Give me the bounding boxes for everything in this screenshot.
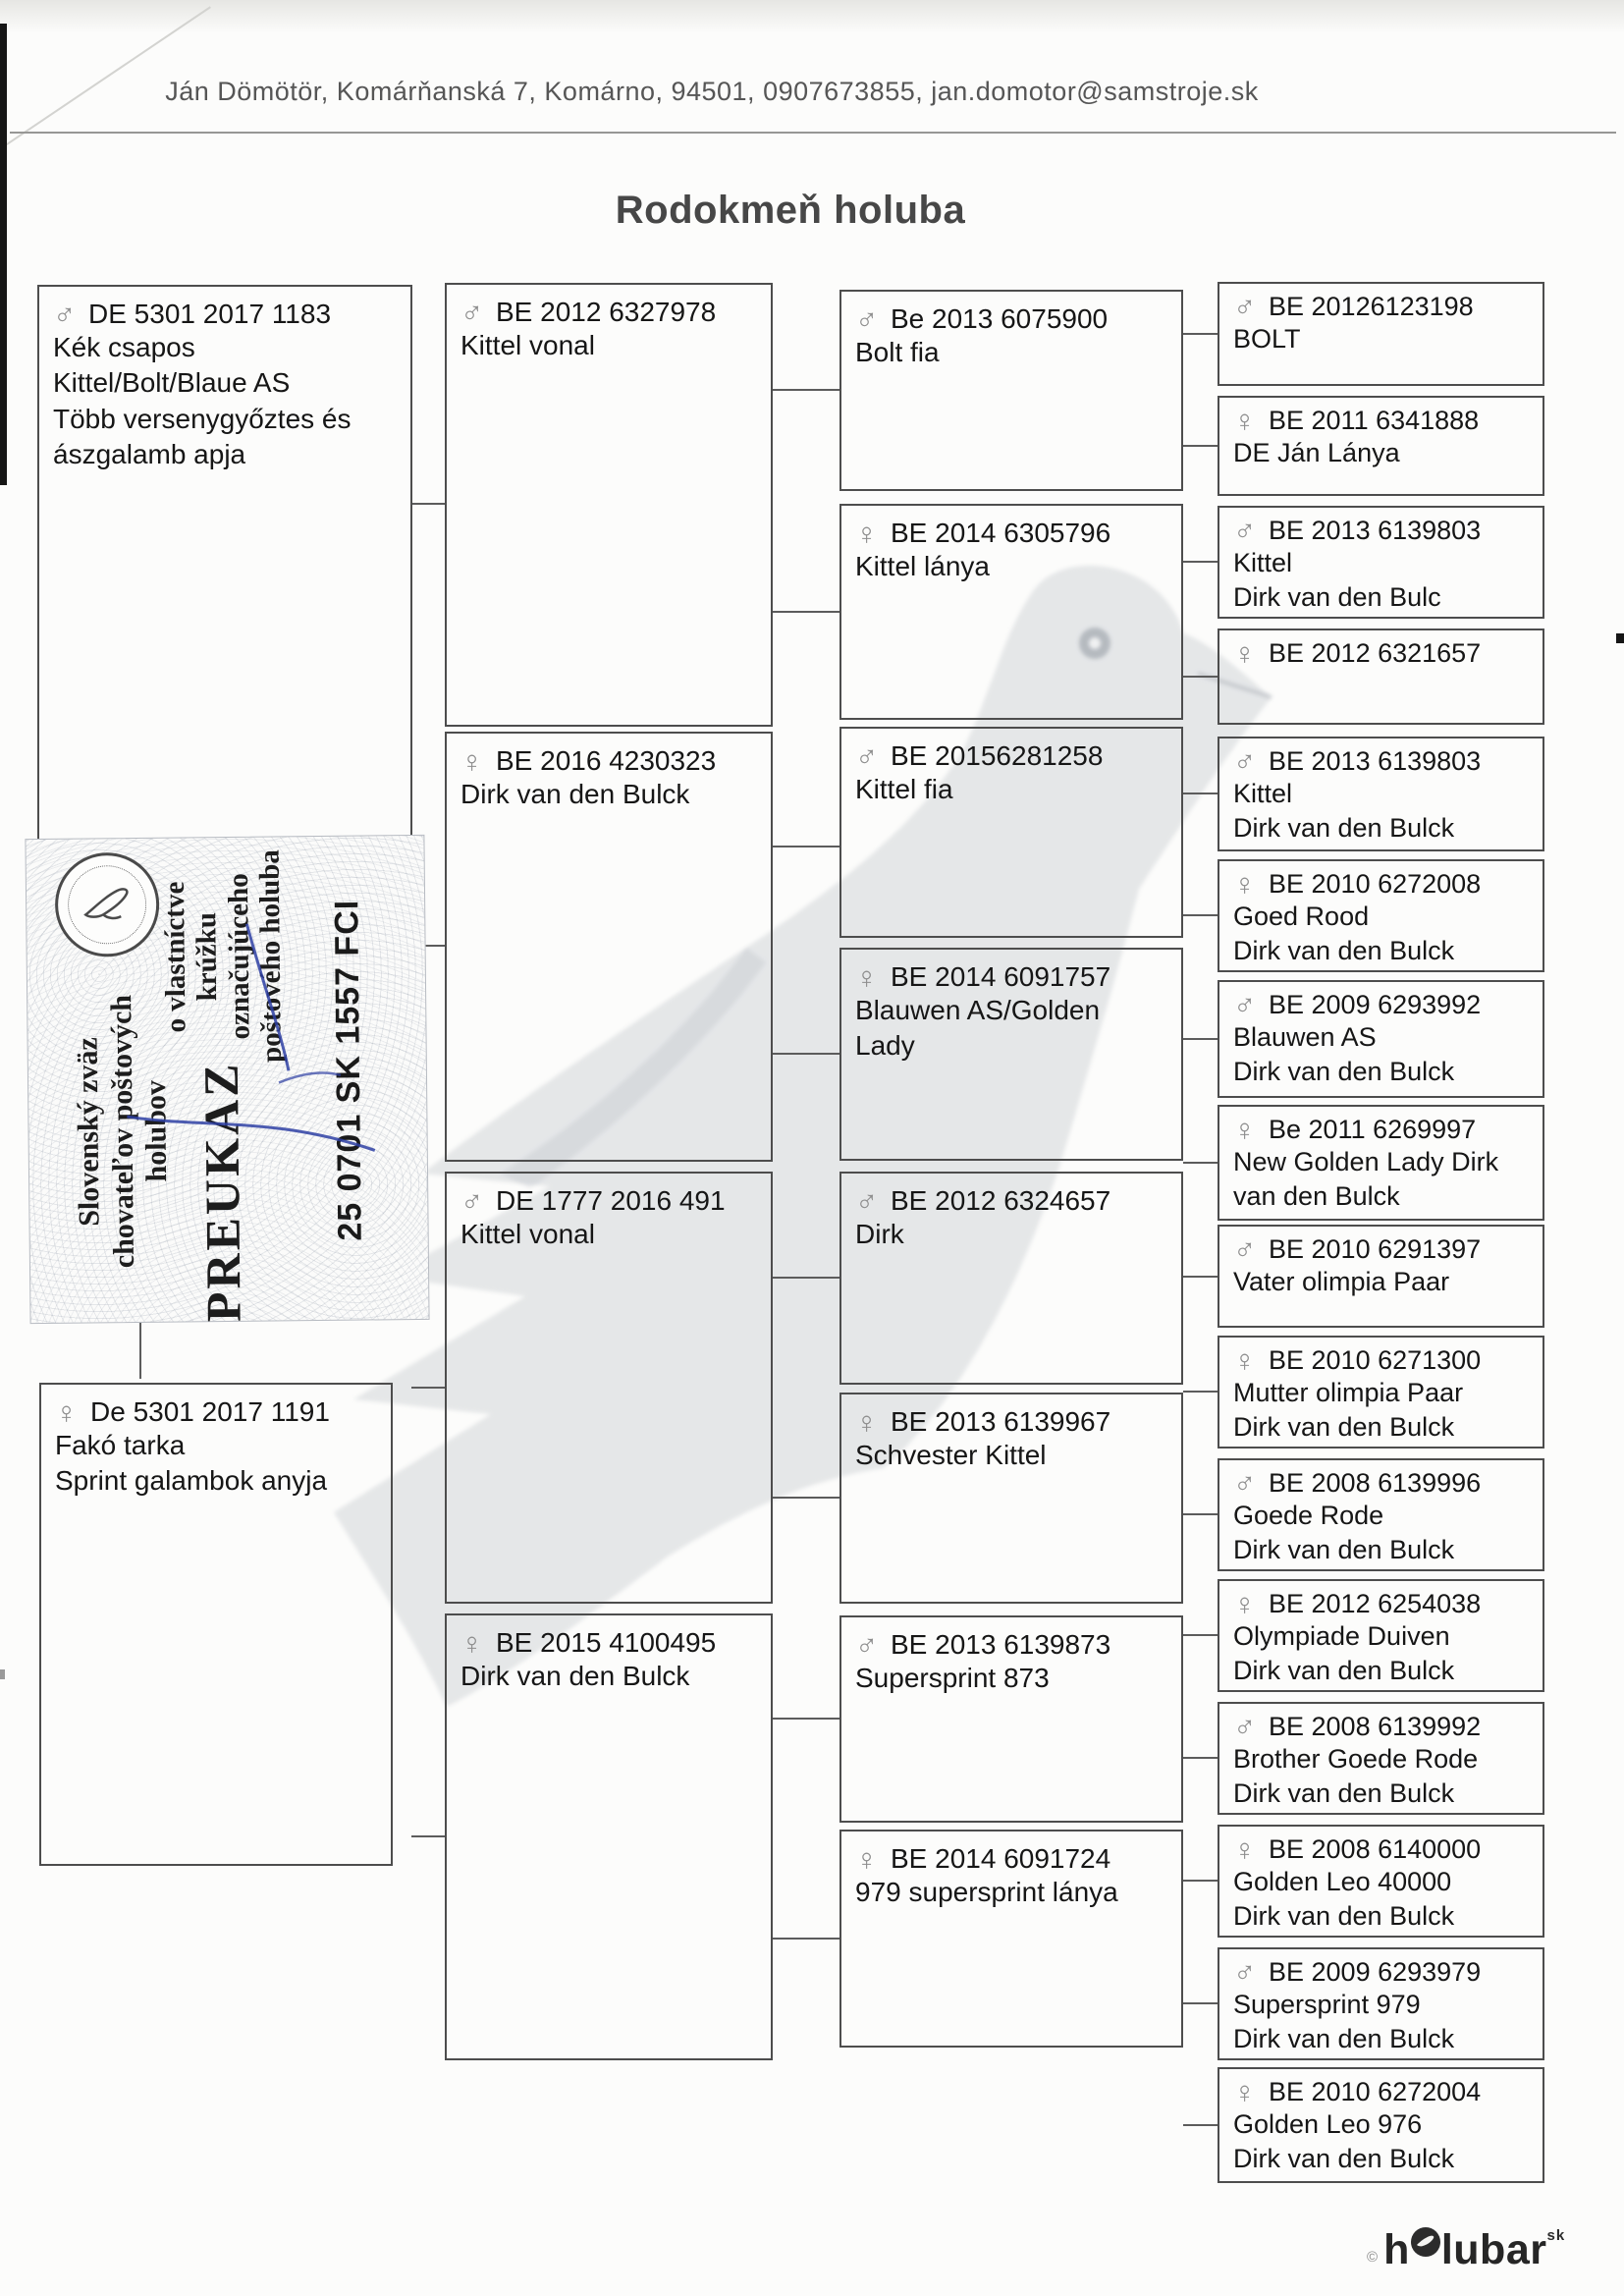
connector-line: [773, 611, 839, 613]
ring-number: De 5301 2017 1191: [90, 1396, 330, 1427]
scan-edge-artifact: [1616, 633, 1624, 643]
pigeon-description: Dirk: [855, 1219, 904, 1249]
pedigree-box-g3-3: [839, 948, 1183, 1161]
association-name-line2: chovateľov poštových holubov: [104, 994, 174, 1269]
header-divider: [10, 132, 1616, 134]
male-icon: ♂: [855, 1183, 879, 1219]
pigeon-description: Lady: [855, 1030, 915, 1062]
pedigree-box-g4-7: [1218, 1105, 1544, 1221]
connector-line: [411, 1387, 446, 1389]
female-icon: ♀: [1233, 1343, 1257, 1378]
connector-line: [1183, 2002, 1218, 2004]
ring-number: BE 2010 6271300: [1269, 1345, 1482, 1375]
pen-marks: [26, 836, 430, 1325]
card-ring-number: 25 0701 SK 1557 FCI: [328, 899, 369, 1241]
pigeon-description: Supersprint 873: [855, 1663, 1050, 1693]
pedigree-box-g4-0: [1218, 282, 1544, 386]
ring-number: BE 2011 6341888: [1269, 406, 1480, 435]
pigeon-description: Golden Leo 40000: [1233, 1867, 1452, 1896]
ring-number: DE 5301 2017 1183: [88, 299, 332, 329]
connector-line: [1183, 676, 1218, 678]
connector-line: [773, 1277, 839, 1279]
pigeon-description: Dirk van den Bulck: [1233, 1778, 1455, 1809]
pigeon-description: Sprint galambok anyja: [55, 1465, 328, 1497]
ring-number: BE 2009 6293979: [1269, 1957, 1482, 1987]
pigeon-description: Dirk van den Bulck: [1233, 1656, 1455, 1686]
pedigree-box-g4-5: [1218, 859, 1544, 972]
pigeon-description: Supersprint 979: [1233, 1990, 1421, 2019]
ring-number: BE 2014 6305796: [891, 518, 1111, 548]
connector-line: [1183, 1276, 1218, 1278]
pigeon-description: Dirk van den Bulck: [1233, 1412, 1455, 1443]
pigeon-description: ászgalamb apja: [53, 439, 246, 470]
pedigree-box-g3-2: [839, 727, 1183, 938]
logo-text-lubar: lubar: [1440, 2226, 1547, 2273]
pigeon-description: Kittel fia: [855, 774, 953, 804]
female-icon: ♀: [855, 959, 879, 995]
pedigree-box-g4-13: [1218, 1825, 1544, 1938]
pigeon-description: van den Bulck: [1233, 1181, 1400, 1212]
male-icon: ♂: [1233, 1232, 1257, 1267]
ring-number: BE 2013 6139803: [1269, 516, 1482, 545]
pigeon-description: Dirk van den Bulck: [1233, 813, 1455, 844]
scan-edge-artifact: [0, 24, 7, 485]
ring-number: BE 2012 6324657: [891, 1185, 1111, 1216]
male-icon: ♂: [855, 738, 879, 774]
pigeon-description: Kék csapos: [53, 332, 195, 362]
ring-ownership-card: [25, 835, 429, 1324]
connector-line: [1183, 2124, 1218, 2126]
female-icon: ♀: [1233, 2075, 1257, 2109]
ring-number: BE 20126123198: [1269, 292, 1474, 321]
breeder-contact-line: Ján Dömötör, Komárňanská 7, Komárno, 94501, 0907673855, jan.domotor@samstroje.sk: [165, 77, 1259, 106]
pigeon-description: 979 supersprint lánya: [855, 1877, 1118, 1907]
pedigree-box-g2-1: [445, 732, 773, 1162]
connector-line: [1183, 445, 1218, 447]
ring-number: BE 2009 6293992: [1269, 990, 1482, 1019]
female-icon: ♀: [1233, 404, 1257, 438]
ring-number: BE 2008 6140000: [1269, 1834, 1482, 1864]
pedigree-box-g4-4: [1218, 737, 1544, 851]
pedigree-box-g2-2: [445, 1172, 773, 1604]
pigeon-description: Kittel lánya: [855, 551, 990, 581]
female-icon: ♀: [855, 516, 879, 551]
pedigree-box-g3-7: [839, 1830, 1183, 2048]
pedigree-box-g3-0: [839, 290, 1183, 491]
ring-number: BE 2012 6327978: [496, 297, 717, 327]
connector-line: [1183, 1162, 1218, 1164]
pigeon-description: Dirk van den Bulck: [1233, 936, 1455, 966]
connector-line: [773, 1053, 839, 1055]
male-icon: ♂: [460, 1183, 484, 1219]
pedigree-box-g4-6: [1218, 980, 1544, 1098]
pigeon-description: Dirk van den Bulck: [1233, 1057, 1455, 1087]
ring-number: BE 2010 6272004: [1269, 2077, 1482, 2106]
holubar-logo: [1367, 2227, 1565, 2271]
connector-line: [1183, 1757, 1218, 1759]
pigeon-description: Goede Rode: [1233, 1501, 1384, 1530]
pedigree-box-g4-14: [1218, 1947, 1544, 2060]
pigeon-description: Schvester Kittel: [855, 1440, 1047, 1470]
ring-number: BE 2013 6139803: [1269, 746, 1482, 776]
logo-tld: sk: [1546, 2227, 1566, 2244]
female-icon: ♀: [1233, 636, 1257, 671]
pigeon-description: Kittel: [1233, 548, 1293, 577]
pigeon-description: Dirk van den Bulck: [1233, 1535, 1455, 1565]
pigeon-description: DE Ján Lánya: [1233, 438, 1400, 467]
pigeon-description: Bolt fia: [855, 337, 940, 367]
connector-line: [1183, 1513, 1218, 1515]
pedigree-box-g4-9: [1218, 1336, 1544, 1449]
pigeon-description: Vater olimpia Paar: [1233, 1267, 1450, 1296]
ring-number: BE 2014 6091724: [891, 1843, 1111, 1874]
page-title: Rodokmeň holuba: [615, 189, 966, 232]
pigeon-description: Kittel vonal: [460, 330, 595, 360]
scan-edge-artifact: [0, 1669, 5, 1679]
ring-number: BE 2010 6272008: [1269, 869, 1482, 899]
pigeon-description: New Golden Lady Dirk: [1233, 1147, 1499, 1176]
male-icon: ♂: [1233, 744, 1257, 779]
pigeon-description: Goed Rood: [1233, 902, 1370, 931]
connector-line: [1183, 333, 1218, 335]
connector-line: [411, 503, 446, 505]
male-icon: ♂: [1233, 988, 1257, 1022]
pigeon-description: Dirk van den Bulck: [1233, 2024, 1455, 2054]
connector-line: [1183, 1880, 1218, 1882]
male-icon: ♂: [460, 295, 484, 330]
pigeon-description: Dirk van den Bulc: [1233, 582, 1441, 613]
pedigree-box-g4-15: [1218, 2067, 1544, 2183]
pedigree-box-g1-dam: [39, 1383, 393, 1866]
card-subject-line1: o vlastníctve krúžku: [158, 881, 224, 1033]
pedigree-box-g4-10: [1218, 1458, 1544, 1571]
ring-number: BE 2014 6091757: [891, 961, 1111, 992]
ring-number: BE 2008 6139996: [1269, 1468, 1482, 1498]
pedigree-box-g3-1: [839, 504, 1183, 720]
copyright-mark: ©: [1367, 2249, 1379, 2266]
ring-number: DE 1777 2016 491: [496, 1185, 726, 1216]
ring-number: Be 2013 6075900: [891, 303, 1109, 334]
pigeon-description: Kittel: [1233, 779, 1293, 808]
pedigree-box-g2-3: [445, 1613, 773, 2060]
ring-number: BE 2008 6139992: [1269, 1712, 1482, 1741]
connector-line: [773, 1938, 839, 1940]
female-icon: ♀: [1233, 1113, 1257, 1147]
scan-shading: [0, 0, 1624, 33]
female-icon: ♀: [55, 1394, 79, 1430]
female-icon: ♀: [1233, 1587, 1257, 1621]
pedigree-box-g3-5: [839, 1393, 1183, 1604]
ring-number: BE 2012 6254038: [1269, 1589, 1482, 1618]
pedigree-box-g2-0: [445, 283, 773, 727]
connector-line: [1183, 1038, 1218, 1040]
male-icon: ♂: [1233, 1955, 1257, 1990]
female-icon: ♀: [855, 1841, 879, 1877]
pigeon-description: Blauwen AS/Golden: [855, 995, 1101, 1025]
ring-number: BE 2015 4100495: [496, 1627, 717, 1658]
ring-number: BE 2016 4230323: [496, 745, 717, 776]
connector-line: [139, 1322, 141, 1379]
pedigree-box-g4-3: [1218, 629, 1544, 725]
pigeon-description: Dirk van den Bulck: [460, 1661, 690, 1691]
card-subject-line2: označujúceho: [222, 873, 256, 1040]
connector-line: [773, 846, 839, 847]
male-icon: ♂: [53, 297, 77, 332]
pigeon-description: Dirk van den Bulck: [460, 779, 690, 809]
connector-line: [773, 1497, 839, 1499]
pedigree-box-g4-8: [1218, 1225, 1544, 1328]
pigeon-description: Blauwen AS: [1233, 1022, 1377, 1052]
logo-text-h: h: [1383, 2226, 1410, 2273]
pigeon-description: Brother Goede Rode: [1233, 1744, 1479, 1774]
pedigree-box-g4-1: [1218, 396, 1544, 496]
female-icon: ♀: [855, 1404, 879, 1440]
pigeon-description: BOLT: [1233, 324, 1301, 354]
male-icon: ♂: [855, 1627, 879, 1663]
female-icon: ♀: [1233, 1832, 1257, 1867]
connector-line: [411, 1835, 446, 1837]
male-icon: ♂: [1233, 1710, 1257, 1744]
association-name-line1: Slovenský zväz: [71, 1037, 106, 1227]
pedigree-box-g4-11: [1218, 1579, 1544, 1692]
female-icon: ♀: [1233, 867, 1257, 902]
pigeon-description: Mutter olimpia Paar: [1233, 1378, 1464, 1407]
pigeon-description: Fakó tarka: [55, 1430, 186, 1460]
pedigree-box-g3-4: [839, 1172, 1183, 1385]
connector-line: [1183, 914, 1218, 916]
pedigree-box-g4-12: [1218, 1702, 1544, 1815]
ring-number: BE 2013 6139873: [891, 1629, 1111, 1660]
card-subject-line3: poštového holuba: [253, 848, 289, 1064]
pigeon-description: Kittel/Bolt/Blaue AS: [53, 367, 291, 399]
pedigree-box-g4-2: [1218, 506, 1544, 619]
pedigree-box-g3-6: [839, 1615, 1183, 1823]
ring-number: BE 2013 6139967: [891, 1406, 1111, 1437]
pigeon-description: Olympiade Duiven: [1233, 1621, 1450, 1651]
male-icon: ♂: [1233, 290, 1257, 324]
connector-line: [1183, 561, 1218, 563]
connector-line: [773, 1718, 839, 1720]
connector-line: [1183, 1391, 1218, 1393]
pigeon-description: Golden Leo 976: [1233, 2109, 1423, 2139]
ring-number: BE 2010 6291397: [1269, 1234, 1482, 1264]
connector-line: [1183, 1634, 1218, 1636]
ring-number: Be 2011 6269997: [1269, 1115, 1477, 1144]
card-title: PREUKAZ: [192, 1061, 251, 1323]
ring-number: BE 20156281258: [891, 740, 1104, 771]
pigeon-dot-icon: [1411, 2227, 1440, 2257]
pigeon-description: Dirk van den Bulck: [1233, 2144, 1455, 2174]
female-icon: ♀: [460, 743, 484, 779]
male-icon: ♂: [855, 301, 879, 337]
connector-line: [1183, 793, 1218, 794]
connector-line: [773, 389, 839, 391]
pigeon-description: Dirk van den Bulck: [1233, 1901, 1455, 1932]
pigeon-description: Több versenygyőztes és: [53, 403, 352, 434]
pigeon-description: Kittel vonal: [460, 1219, 595, 1249]
male-icon: ♂: [1233, 1466, 1257, 1501]
ring-number: BE 2012 6321657: [1269, 638, 1482, 668]
pedigree-box-g1-sire: [37, 285, 412, 845]
female-icon: ♀: [460, 1625, 484, 1661]
male-icon: ♂: [1233, 514, 1257, 548]
